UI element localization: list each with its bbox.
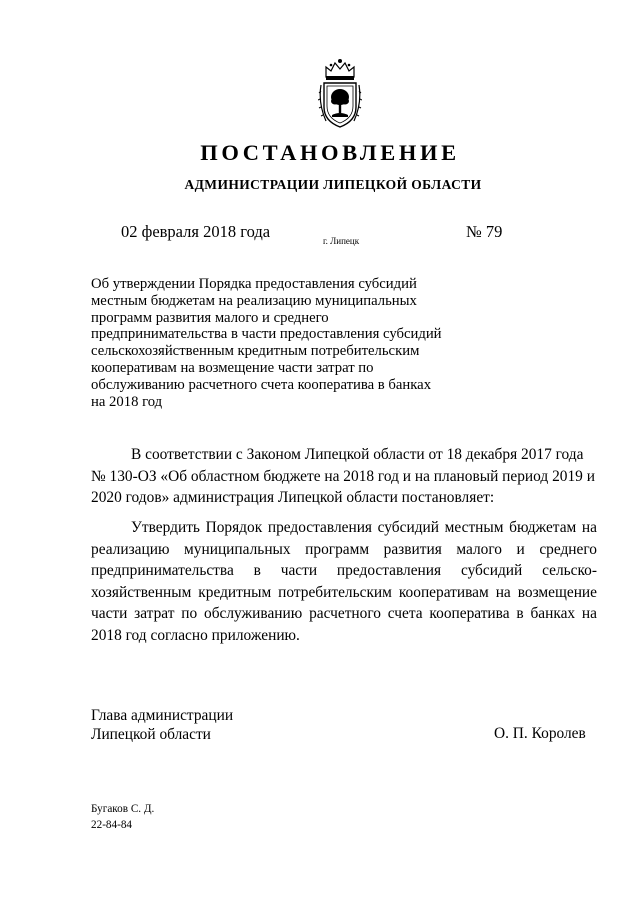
paragraph-line: Утвердить Порядок предоставления субсидий местным бюджетам на <box>131 519 597 536</box>
subject-line: сельскохозяйственным кредитным потребительским <box>91 343 420 360</box>
paragraph-line: 2020 годов» администрация Липецкой области постановляет: <box>91 489 495 506</box>
document-date: 02 февраля 2018 года <box>121 222 271 241</box>
document-number: № 79 <box>466 222 503 241</box>
document-subject <box>91 276 471 410</box>
subject-line: местным бюджетам на реализацию муниципальных <box>91 292 417 309</box>
executor-name: Бугаков С. Д. <box>91 803 155 815</box>
lipetsk-coat-of-arms-icon <box>318 55 362 131</box>
paragraph-line: хозяйственным кредитным потребительским кооперативам на возмещение <box>91 583 597 601</box>
paragraph-line: части затрат по обслуживанию расчетного счета кооператива в банках на <box>91 605 597 622</box>
subject-line: предпринимательства в части предоставления субсидий <box>91 326 442 343</box>
executor-phone: 22-84-84 <box>91 819 133 831</box>
subject-line: обслуживанию расчетного счета кооператива в банках <box>91 376 432 393</box>
paragraph-line: № 130-ОЗ «Об областном бюджете на 2018 год и на плановый период 2019 и <box>91 467 595 485</box>
subject-line: кооперативам на возмещение части затрат по <box>91 359 374 376</box>
signatory-position <box>91 706 233 744</box>
document-place: г. Липецк <box>323 236 360 246</box>
signatory-name: О. П. Королев <box>494 725 586 742</box>
resolution-paragraph <box>91 517 597 646</box>
paragraph-line: реализацию муниципальных программ развития малого и среднего <box>91 540 597 558</box>
subject-line: на 2018 год <box>91 393 163 410</box>
signatory-position-line: Глава администрации <box>91 707 234 724</box>
paragraph-line: В соответствии с Законом Липецкой области от 18 декабря 2017 года <box>131 446 584 463</box>
paragraph-line: 2018 год согласно приложению. <box>91 626 300 644</box>
paragraph-line: предпринимательства в части предоставления субсидий сельско- <box>91 562 597 579</box>
executor-info <box>91 801 154 833</box>
signatory-position-line: Липецкой области <box>91 726 211 743</box>
document-title: ПОСТАНОВЛЕНИЕ <box>200 140 460 165</box>
preamble-paragraph <box>91 444 597 509</box>
subject-line: программ развития малого и среднего <box>91 309 329 326</box>
document-subtitle: АДМИНИСТРАЦИИ ЛИПЕЦКОЙ ОБЛАСТИ <box>184 177 482 192</box>
subject-line: Об утверждении Порядка предоставления субсидий <box>91 276 417 292</box>
